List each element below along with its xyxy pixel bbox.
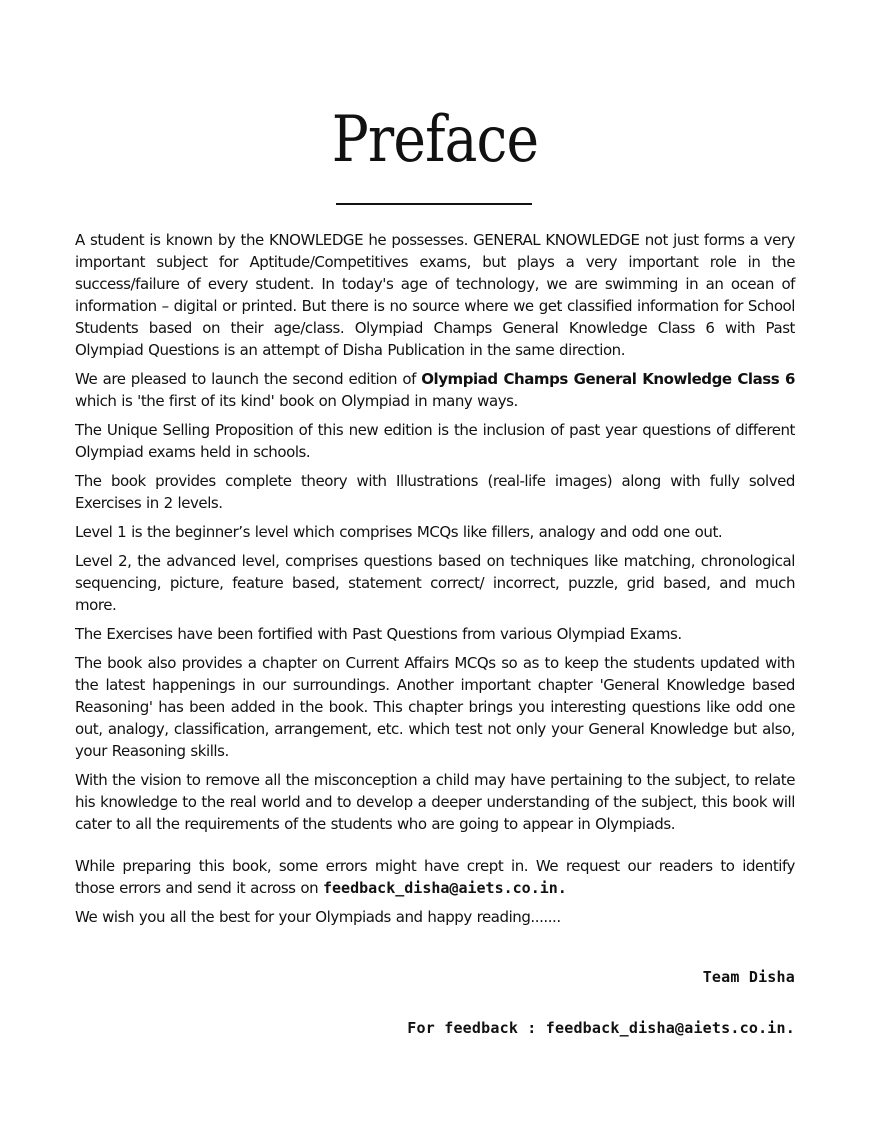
paragraph-second-edition xyxy=(75,368,795,412)
paragraph-wishes: We wish you all the best for your Olympiads and happy reading....... xyxy=(75,908,561,926)
paragraph-errors xyxy=(75,855,795,899)
paragraph-usp: The Unique Selling Proposition of this new edition is the inclusion of past year questions of different Olympiad exams held in schools. xyxy=(75,421,795,461)
paragraph-theory: The book provides complete theory with Illustrations (real-life images) along with fully solved Exercises in 2 levels. xyxy=(75,472,795,512)
paragraph-level-1: Level 1 is the beginner’s level which comprises MCQs like fillers, analogy and odd one out. xyxy=(75,523,723,541)
title-underline xyxy=(336,203,532,205)
second-edition-text: We are pleased to launch the second edition of xyxy=(75,370,422,388)
paragraph-vision: With the vision to remove all the misconception a child may have pertaining to the subject, to relate his knowledge to the real world and to develop a deeper understanding of the subject, this book will cater to all the requirements of the students who are going to appear in Olympiads. xyxy=(75,771,795,833)
signature: Team Disha xyxy=(702,968,795,986)
page-title: Preface xyxy=(331,103,539,177)
errors-text: While preparing this book, some errors might have crept in. We request our readers to identify those errors and send it across on xyxy=(75,857,795,897)
second-edition-tail: which is 'the first of its kind' book on Olympiad in many ways. xyxy=(75,392,518,410)
feedback-line: For feedback : feedback_disha@aiets.co.in. xyxy=(407,1019,795,1037)
paragraph-current-affairs: The book also provides a chapter on Current Affairs MCQs so as to keep the students updated with the latest happenings in our surroundings. Another important chapter 'General Knowledge based Reasoning' has been added in the book. This chapter brings you interesting questions like odd one out, analogy, classification, arrangement, etc. which test not only your General Knowledge but also, your Reasoning skills. xyxy=(75,654,795,760)
paragraph-level-2: Level 2, the advanced level, comprises questions based on techniques like matching, chronological sequencing, picture, feature based, statement correct/ incorrect, puzzle, grid based, and much more. xyxy=(75,552,795,614)
preface-body xyxy=(75,229,795,935)
paragraph-intro: A student is known by the KNOWLEDGE he possesses. GENERAL KNOWLEDGE not just forms a very important subject for Aptitude/Competitives exams, but plays a very important role in the success/failure of every student. In today's age of technology, we are swimming in an ocean of information – digital or printed. But there is no source where we get classified information for School Students based on their age/class. Olympiad Champs General Knowledge Class 6 with Past Olympiad Questions is an attempt of Disha Publication in the same direction. xyxy=(75,231,795,359)
feedback-email-inline: feedback_disha@aiets.co.in. xyxy=(322,879,567,897)
paragraph-exercises: The Exercises have been fortified with Past Questions from various Olympiad Exams. xyxy=(75,625,682,643)
book-title: Olympiad Champs General Knowledge Class 6 xyxy=(421,370,795,388)
